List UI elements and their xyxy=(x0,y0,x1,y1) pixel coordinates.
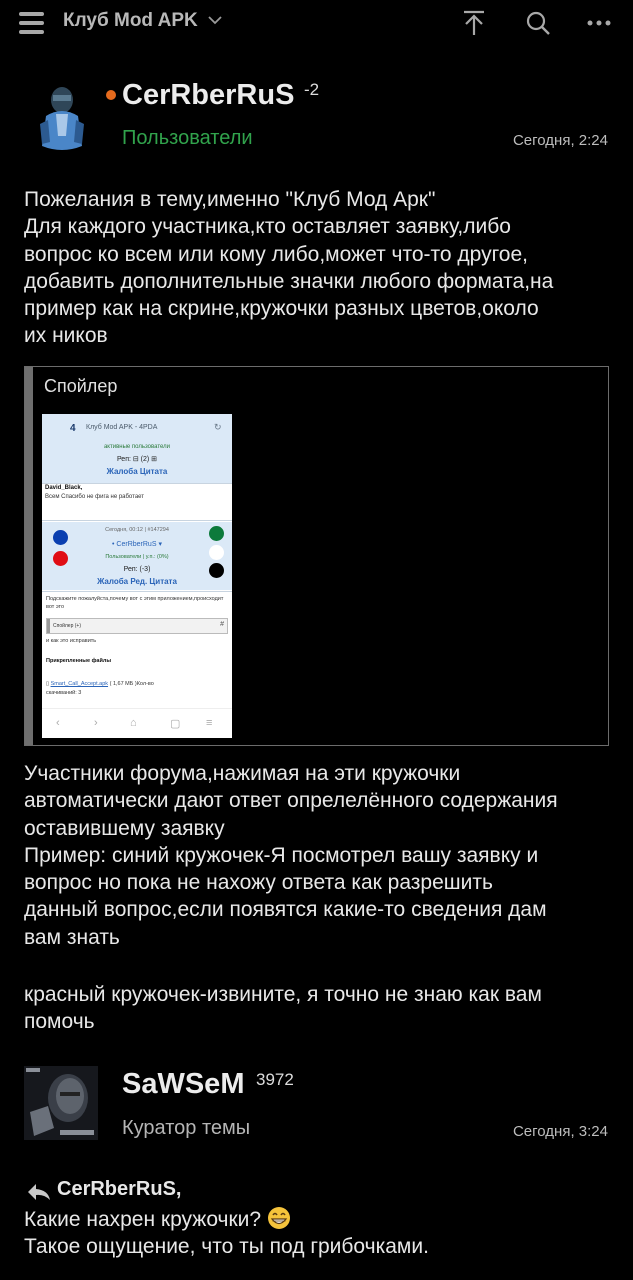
post-body-text xyxy=(24,186,614,350)
spoiler-bar xyxy=(47,619,50,633)
back-icon: ‹ xyxy=(56,717,60,729)
chevron-down-icon[interactable] xyxy=(207,12,223,28)
app-title[interactable]: Клуб Mod APK xyxy=(63,10,198,31)
shot-active-users: активные пользователи xyxy=(103,444,171,450)
text-line-content: Какие нахрен кружочки? xyxy=(24,1208,262,1231)
post-author[interactable]: SaWSeM xyxy=(122,1068,245,1100)
top-bar xyxy=(0,0,633,46)
shot-rep: Реп: (-3) xyxy=(123,566,151,573)
menu-icon[interactable] xyxy=(19,12,44,34)
more-icon[interactable] xyxy=(586,10,612,36)
shot-message: Подскажите пожалуйста,почему вот с этим приложением,происходит вот это xyxy=(46,596,224,610)
tabs-icon: ▢ xyxy=(170,718,181,730)
divider xyxy=(42,591,232,592)
shot-spoiler xyxy=(46,618,228,634)
author-group: Куратор темы xyxy=(122,1117,251,1139)
shot-file xyxy=(46,681,154,687)
scroll-top-icon[interactable] xyxy=(460,9,488,37)
text-line: помочь xyxy=(24,1010,95,1034)
text-line: вопрос но пока не нахожу ответа как разрешить xyxy=(24,871,493,895)
post-date: Сегодня, 2:24 xyxy=(512,132,608,149)
shot-attached-files: Прикрепленные файлы xyxy=(46,658,112,664)
text-line: Пример: синий кружочек-Я посмотрел вашу заявку и xyxy=(24,843,539,867)
search-icon[interactable] xyxy=(524,9,552,37)
shot-downloads: скачиваний: 3 xyxy=(46,690,82,696)
shot-group: Пользователи | у.п.: (0%) xyxy=(105,554,169,560)
post-author[interactable]: CerRberRuS xyxy=(122,79,295,111)
hash-icon: # xyxy=(220,621,224,628)
online-status-dot xyxy=(106,90,116,100)
text-line: Участники форума,нажимая на эти кружочки xyxy=(24,762,461,785)
shot-rep: Реп: ⊟ (2) ⊞ xyxy=(116,456,158,463)
text-line: добавить дополнительные значки любого формата,на xyxy=(24,269,554,293)
forward-icon: › xyxy=(94,717,98,729)
post-date: Сегодня, 3:24 xyxy=(512,1123,608,1140)
shot-author: • CerRberRuS ▾ xyxy=(112,541,162,548)
post-body-text xyxy=(24,1206,614,1261)
author-reputation[interactable]: -2 xyxy=(304,80,320,99)
avatar[interactable] xyxy=(24,1066,98,1140)
post-body-text xyxy=(24,760,614,951)
spoiler-block[interactable] xyxy=(24,366,609,746)
quoted-author-link[interactable]: CerRberRuS, xyxy=(57,1178,182,1200)
shot-spoiler-title: Спойлер (+) xyxy=(53,623,82,629)
shot-complaint: Жалоба Цитата xyxy=(106,467,168,476)
text-line: Пожелания в тему,именно "Клуб Мод Арк" xyxy=(24,188,436,211)
author-group: Пользователи xyxy=(122,127,253,149)
text-line: пример как на скрине,кружочки разных цветов,около xyxy=(24,297,539,321)
menu-icon: ≡ xyxy=(206,717,213,729)
grinning-emoji-icon xyxy=(267,1206,291,1230)
shot-file-link: Smart_Call_Accept.apk xyxy=(50,681,109,687)
refresh-icon: ↻ xyxy=(214,422,222,432)
shot-file-size: ( 1,67 МБ )Кол-во xyxy=(109,681,154,687)
shot-nav-bar xyxy=(42,708,232,738)
text-line: их ников xyxy=(24,324,108,348)
home-icon: ⌂ xyxy=(130,717,137,729)
text-line: красный кружочек-извините, я точно не знаю как вам xyxy=(24,983,542,1006)
shot-complaint: Жалоба Ред. Цитата xyxy=(97,577,177,586)
spoiler-bar xyxy=(25,367,33,745)
shot-app-title: Клуб Mod APK - 4PDA xyxy=(86,424,158,431)
shot-message: Всем Спасибо не фига не работает xyxy=(45,494,145,500)
reply-icon xyxy=(26,1182,52,1202)
divider xyxy=(42,520,232,521)
spoiler-title[interactable]: Спойлер xyxy=(44,376,118,396)
text-line: вам знать xyxy=(24,925,120,949)
avatar[interactable] xyxy=(34,80,90,154)
post-body-text xyxy=(24,981,614,1036)
text-line: данный вопрос,если появятся какие-то сведения дам xyxy=(24,898,547,922)
shot-message: и как это исправить xyxy=(46,638,97,644)
text-line: вопрос ко всем или кому либо,может что-то другое, xyxy=(24,242,528,266)
text-line: Для каждого участника,кто оставляет заявку,либо xyxy=(24,215,511,239)
shot-date: Сегодня, 00:12 | #147294 xyxy=(105,527,169,533)
4pda-logo-icon: 4 xyxy=(70,423,76,434)
divider xyxy=(42,483,232,484)
text-line: Такое ощущение, что ты под грибочками. xyxy=(24,1235,429,1259)
text-line: оставившему заявку xyxy=(24,816,225,840)
attached-screenshot[interactable] xyxy=(42,414,232,738)
text-line xyxy=(24,1206,614,1233)
author-reputation[interactable]: 3972 xyxy=(256,1070,294,1089)
text-line: автоматически дают ответ опрелелённого содержания xyxy=(24,789,558,813)
file-icon: ▯ xyxy=(46,681,50,687)
shot-author: David_Black, xyxy=(45,485,83,491)
